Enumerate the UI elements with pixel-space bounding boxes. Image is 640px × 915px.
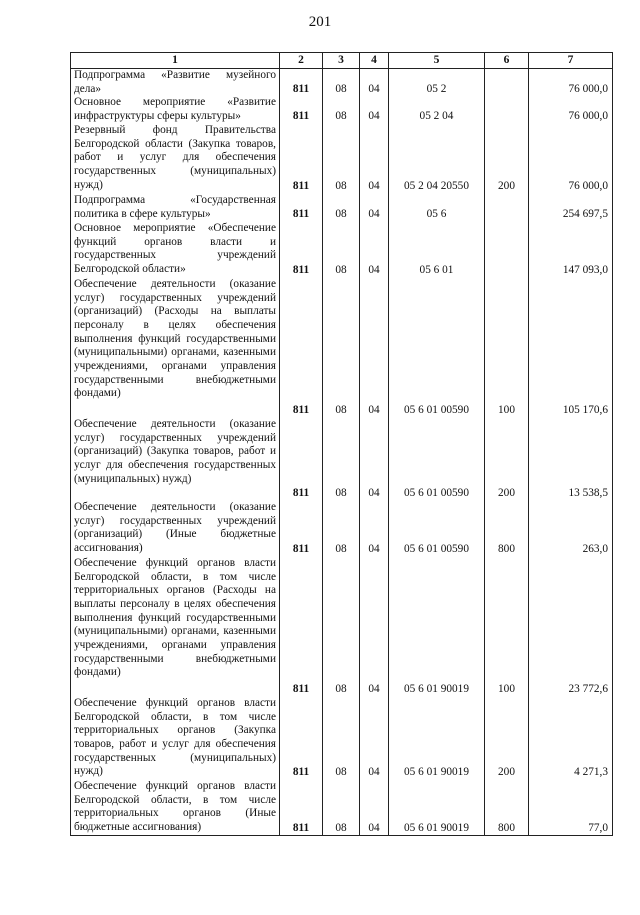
header-col-7: 7 <box>529 53 613 69</box>
row-ved: 811 <box>280 780 323 836</box>
row-razdel: 08 <box>323 501 360 557</box>
row-razdel: 08 <box>323 557 360 697</box>
row-vr <box>485 194 529 222</box>
row-podrazdel: 04 <box>360 557 389 697</box>
row-amount: 13 538,5 <box>529 418 613 501</box>
row-name: Подпрограмма «Развитие музейного дела» <box>71 69 280 97</box>
row-amount: 147 093,0 <box>529 222 613 278</box>
row-name: Обеспечение деятельности (оказание услуг) государственных учреждений (организаций) (Закупка товаров, работ и услуг для обеспечения государственных (муниципальных) нужд) <box>71 418 280 501</box>
budget-table <box>70 52 613 836</box>
row-vr <box>485 69 529 97</box>
row-csr: 05 6 01 00590 <box>389 501 485 557</box>
row-vr <box>485 222 529 278</box>
row-podrazdel: 04 <box>360 124 389 194</box>
row-csr: 05 2 04 <box>389 96 485 123</box>
row-amount: 23 772,6 <box>529 557 613 697</box>
row-amount: 254 697,5 <box>529 194 613 222</box>
row-csr: 05 6 01 00590 <box>389 418 485 501</box>
row-podrazdel: 04 <box>360 697 389 780</box>
row-razdel: 08 <box>323 194 360 222</box>
row-csr: 05 2 04 20550 <box>389 124 485 194</box>
row-razdel: 08 <box>323 418 360 501</box>
row-name: Обеспечение деятельности (оказание услуг) государственных учреждений (организаций) (Иные бюджетные ассигнования) <box>71 501 280 557</box>
row-amount: 76 000,0 <box>529 69 613 97</box>
row-podrazdel: 04 <box>360 194 389 222</box>
row-razdel: 08 <box>323 124 360 194</box>
row-ved: 811 <box>280 96 323 123</box>
header-col-4: 4 <box>360 53 389 69</box>
row-vr: 200 <box>485 124 529 194</box>
row-name: Подпрограмма «Государственная политика в сфере культуры» <box>71 194 280 222</box>
row-podrazdel: 04 <box>360 780 389 836</box>
row-csr: 05 6 01 90019 <box>389 557 485 697</box>
row-vr: 100 <box>485 278 529 418</box>
table-row <box>71 697 613 780</box>
row-ved: 811 <box>280 69 323 97</box>
row-csr: 05 6 01 90019 <box>389 780 485 836</box>
row-vr: 200 <box>485 418 529 501</box>
row-name: Обеспечение функций органов власти Белгородской области, в том числе территориальных органов (Иные бюджетные ассигнования) <box>71 780 280 836</box>
row-podrazdel: 04 <box>360 222 389 278</box>
row-name: Основное мероприятие «Развитие инфраструктуры сферы культуры» <box>71 96 280 123</box>
row-ved: 811 <box>280 194 323 222</box>
table-row <box>71 124 613 194</box>
row-podrazdel: 04 <box>360 501 389 557</box>
header-col-5: 5 <box>389 53 485 69</box>
row-vr: 800 <box>485 780 529 836</box>
table-row <box>71 501 613 557</box>
row-podrazdel: 04 <box>360 69 389 97</box>
row-vr: 200 <box>485 697 529 780</box>
table-row <box>71 69 613 97</box>
row-csr: 05 2 <box>389 69 485 97</box>
row-name: Обеспечение функций органов власти Белгородской области, в том числе территориальных органов (Закупка товаров, работ и услуг для обеспечения государственных (муниципальных) нужд) <box>71 697 280 780</box>
header-col-6: 6 <box>485 53 529 69</box>
row-amount: 4 271,3 <box>529 697 613 780</box>
row-podrazdel: 04 <box>360 278 389 418</box>
header-col-1: 1 <box>71 53 280 69</box>
row-amount: 105 170,6 <box>529 278 613 418</box>
row-razdel: 08 <box>323 96 360 123</box>
row-razdel: 08 <box>323 69 360 97</box>
row-ved: 811 <box>280 557 323 697</box>
row-csr: 05 6 <box>389 194 485 222</box>
row-razdel: 08 <box>323 222 360 278</box>
row-podrazdel: 04 <box>360 418 389 501</box>
row-amount: 263,0 <box>529 501 613 557</box>
row-name: Резервный фонд Правительства Белгородской области (Закупка товаров, работ и услуг для обеспечения государственных (муниципальных) нужд) <box>71 124 280 194</box>
row-csr: 05 6 01 00590 <box>389 278 485 418</box>
row-amount: 76 000,0 <box>529 96 613 123</box>
row-name: Обеспечение деятельности (оказание услуг) государственных учреждений (организаций) (Расходы на выплаты персоналу в целях обеспечения выполнения функций государственными (муниципальными) органами, казенными учреждениями, органами управления государственными внебюджетными фондами) <box>71 278 280 418</box>
table-row <box>71 780 613 836</box>
row-ved: 811 <box>280 501 323 557</box>
row-vr <box>485 96 529 123</box>
table-row <box>71 222 613 278</box>
row-vr: 800 <box>485 501 529 557</box>
row-name: Основное мероприятие «Обеспечение функций органов власти и государственных учреждений Белгородской области» <box>71 222 280 278</box>
row-csr: 05 6 01 <box>389 222 485 278</box>
row-ved: 811 <box>280 124 323 194</box>
row-razdel: 08 <box>323 697 360 780</box>
row-razdel: 08 <box>323 780 360 836</box>
row-ved: 811 <box>280 418 323 501</box>
table-row <box>71 96 613 123</box>
row-ved: 811 <box>280 278 323 418</box>
header-row <box>71 53 613 69</box>
row-name: Обеспечение функций органов власти Белгородской области, в том числе территориальных органов (Расходы на выплаты персоналу в целях обеспечения выполнения функций государственными (муниципальными) органами, казенными учреждениями, органами управления государственными внебюджетными фондами) <box>71 557 280 697</box>
row-vr: 100 <box>485 557 529 697</box>
row-ved: 811 <box>280 697 323 780</box>
row-ved: 811 <box>280 222 323 278</box>
row-csr: 05 6 01 90019 <box>389 697 485 780</box>
row-amount: 77,0 <box>529 780 613 836</box>
row-razdel: 08 <box>323 278 360 418</box>
page-number: 201 <box>308 14 332 30</box>
header-col-2: 2 <box>280 53 323 69</box>
table-row <box>71 194 613 222</box>
row-podrazdel: 04 <box>360 96 389 123</box>
table-row <box>71 418 613 501</box>
header-col-3: 3 <box>323 53 360 69</box>
table-row <box>71 278 613 418</box>
row-amount: 76 000,0 <box>529 124 613 194</box>
table-row <box>71 557 613 697</box>
